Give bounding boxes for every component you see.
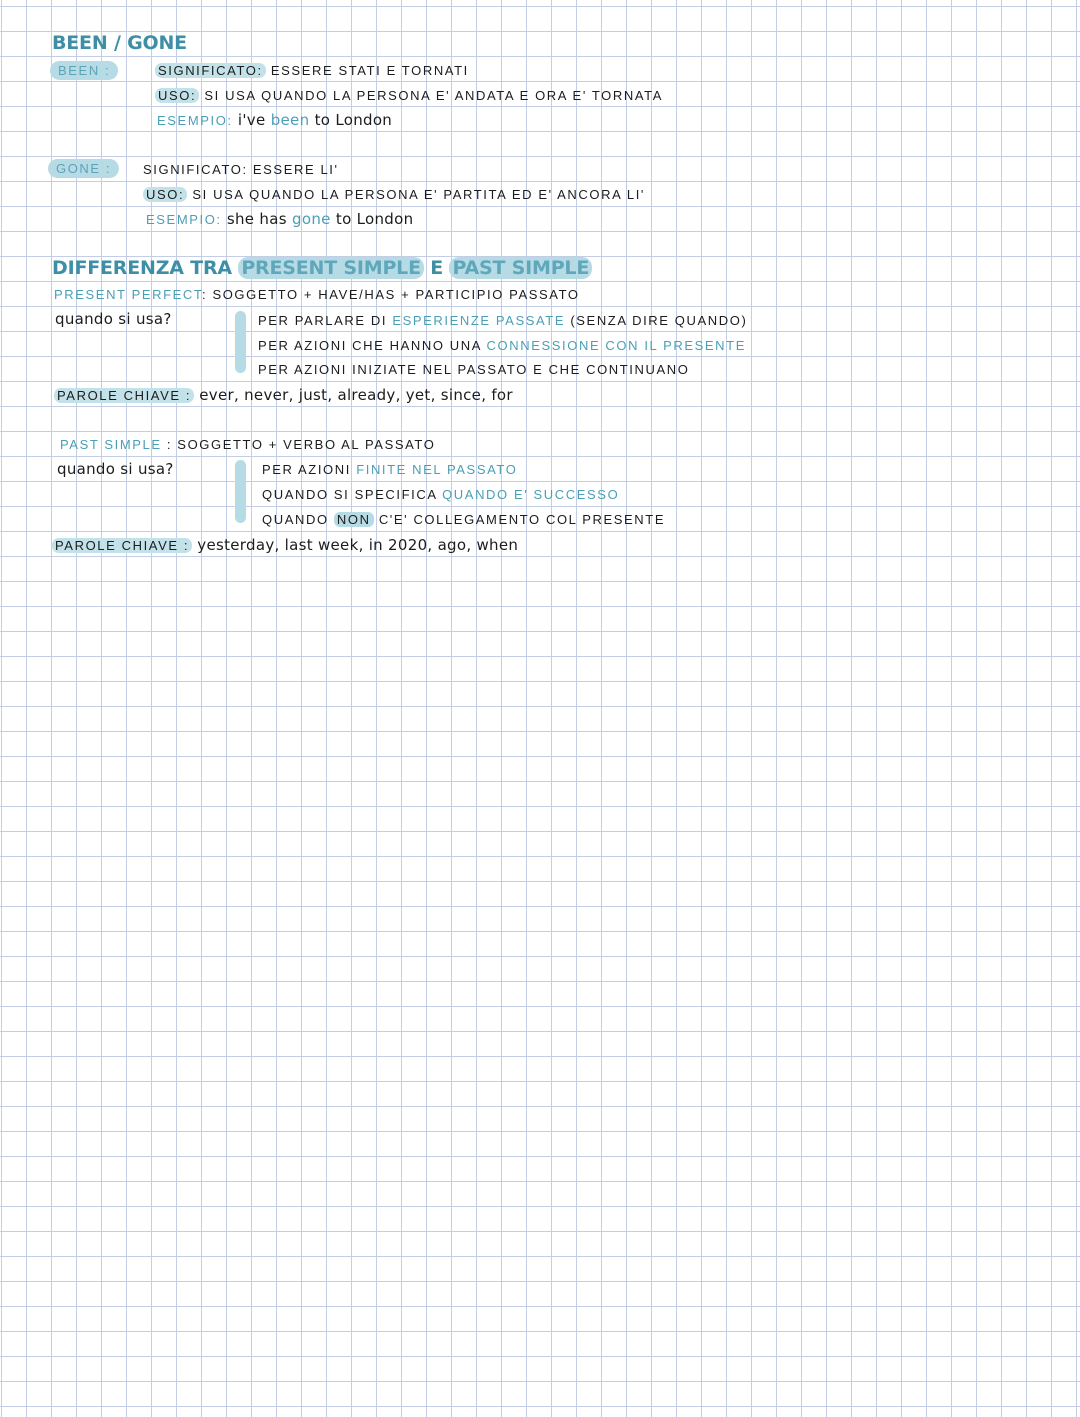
gone-tag xyxy=(48,159,119,178)
gone-esempio-pre: she has xyxy=(226,210,287,228)
differenza-title-present: PRESENT SIMPLE xyxy=(238,257,424,279)
ps-use-1-teal: FINITE NEL PASSATO xyxy=(356,462,518,477)
gone-significato-row xyxy=(143,161,339,179)
past-simple-use-2 xyxy=(262,486,619,504)
pp-use-1-post: (SENZA DIRE QUANDO) xyxy=(570,313,748,328)
past-simple-use-1 xyxy=(262,461,517,479)
past-simple-keywords-row xyxy=(52,536,518,555)
differenza-title-mid: E xyxy=(430,257,444,279)
pp-use-3-pre: PER AZIONI INIZIATE NEL PASSATO E CHE CONTINUANO xyxy=(258,362,690,377)
past-simple-quando xyxy=(57,460,174,478)
section-title-differenza xyxy=(52,256,592,280)
gone-uso-text: SI USA QUANDO LA PERSONA E' PARTITA ED E' ANCORA LI' xyxy=(192,187,646,202)
past-simple-formula: : SOGGETTO + VERBO AL PASSATO xyxy=(166,437,436,452)
been-significato-text: ESSERE STATI E TORNATI xyxy=(270,63,469,78)
past-simple-bracket xyxy=(235,460,246,523)
gone-esempio-row xyxy=(146,210,413,229)
present-perfect-use-2 xyxy=(258,337,746,355)
ps-keywords: yesterday, last week, in 2020, ago, when xyxy=(197,536,519,554)
been-esempio-post: to London xyxy=(314,111,393,129)
present-perfect-use-1 xyxy=(258,312,747,330)
section-title-text: BEEN / GONE xyxy=(52,32,187,54)
gone-esempio-highlight: gone xyxy=(292,210,331,228)
been-uso-label: USO: xyxy=(155,88,199,103)
section-title-been-gone xyxy=(52,31,187,55)
gone-esempio-post: to London xyxy=(335,210,414,228)
been-uso-row xyxy=(155,87,663,105)
been-esempio-row xyxy=(157,111,392,130)
been-esempio-highlight: been xyxy=(270,111,310,129)
pp-use-1-teal: ESPERIENZE PASSATE xyxy=(392,313,566,328)
gone-tag-text: GONE : xyxy=(56,161,112,176)
pp-keywords-label: PAROLE CHIAVE : xyxy=(54,388,194,403)
been-significato-label: SIGNIFICATO: xyxy=(155,63,266,78)
been-significato-row xyxy=(155,62,469,80)
pp-use-2-pre: PER AZIONI CHE HANNO UNA xyxy=(258,338,482,353)
pp-use-1-pre: PER PARLARE DI xyxy=(258,313,388,328)
present-perfect-row xyxy=(54,286,580,304)
ps-use-2-pre: QUANDO SI SPECIFICA xyxy=(262,487,437,502)
ps-use-3-highlight: NON xyxy=(334,512,374,527)
differenza-title-past: PAST SIMPLE xyxy=(449,257,592,279)
gone-uso-label: USO: xyxy=(143,187,187,202)
ps-use-3-pre: QUANDO xyxy=(262,512,329,527)
been-esempio-label: ESEMPIO: xyxy=(157,113,233,128)
gone-uso-row xyxy=(143,186,645,204)
pp-keywords: ever, never, just, already, yet, since, for xyxy=(199,386,513,404)
past-simple-use-3 xyxy=(262,511,665,529)
present-perfect-label: PRESENT PERFECT xyxy=(54,287,203,302)
pp-use-2-teal: CONNESSIONE CON IL PRESENTE xyxy=(486,338,746,353)
present-perfect-quando xyxy=(55,310,172,328)
been-tag xyxy=(50,61,118,80)
present-perfect-use-3 xyxy=(258,361,689,379)
present-perfect-formula: : SOGGETTO + HAVE/HAS + PARTICIPIO PASSATO xyxy=(202,287,580,302)
ps-use-1-pre: PER AZIONI xyxy=(262,462,351,477)
gone-significato-text: ESSERE LI' xyxy=(252,162,339,177)
past-simple-row xyxy=(60,436,435,454)
been-tag-text: BEEN : xyxy=(58,63,111,78)
been-uso-text: SI USA QUANDO LA PERSONA E' ANDATA E ORA E' TORNATA xyxy=(204,88,664,103)
present-perfect-quando-text: quando si usa? xyxy=(55,310,172,328)
past-simple-label: PAST SIMPLE xyxy=(60,437,162,452)
gone-significato-label: SIGNIFICATO: xyxy=(143,162,248,177)
present-perfect-keywords-row xyxy=(54,386,513,405)
gone-esempio-label: ESEMPIO: xyxy=(146,212,222,227)
present-perfect-bracket xyxy=(235,311,246,373)
been-esempio-pre: i've xyxy=(237,111,266,129)
ps-keywords-label: PAROLE CHIAVE : xyxy=(52,538,192,553)
ps-use-3-post: C'E' COLLEGAMENTO COL PRESENTE xyxy=(378,512,666,527)
ps-use-2-teal: QUANDO E' SUCCESSO xyxy=(442,487,620,502)
past-simple-quando-text: quando si usa? xyxy=(57,460,174,478)
differenza-title-pre: DIFFERENZA TRA xyxy=(52,257,232,279)
